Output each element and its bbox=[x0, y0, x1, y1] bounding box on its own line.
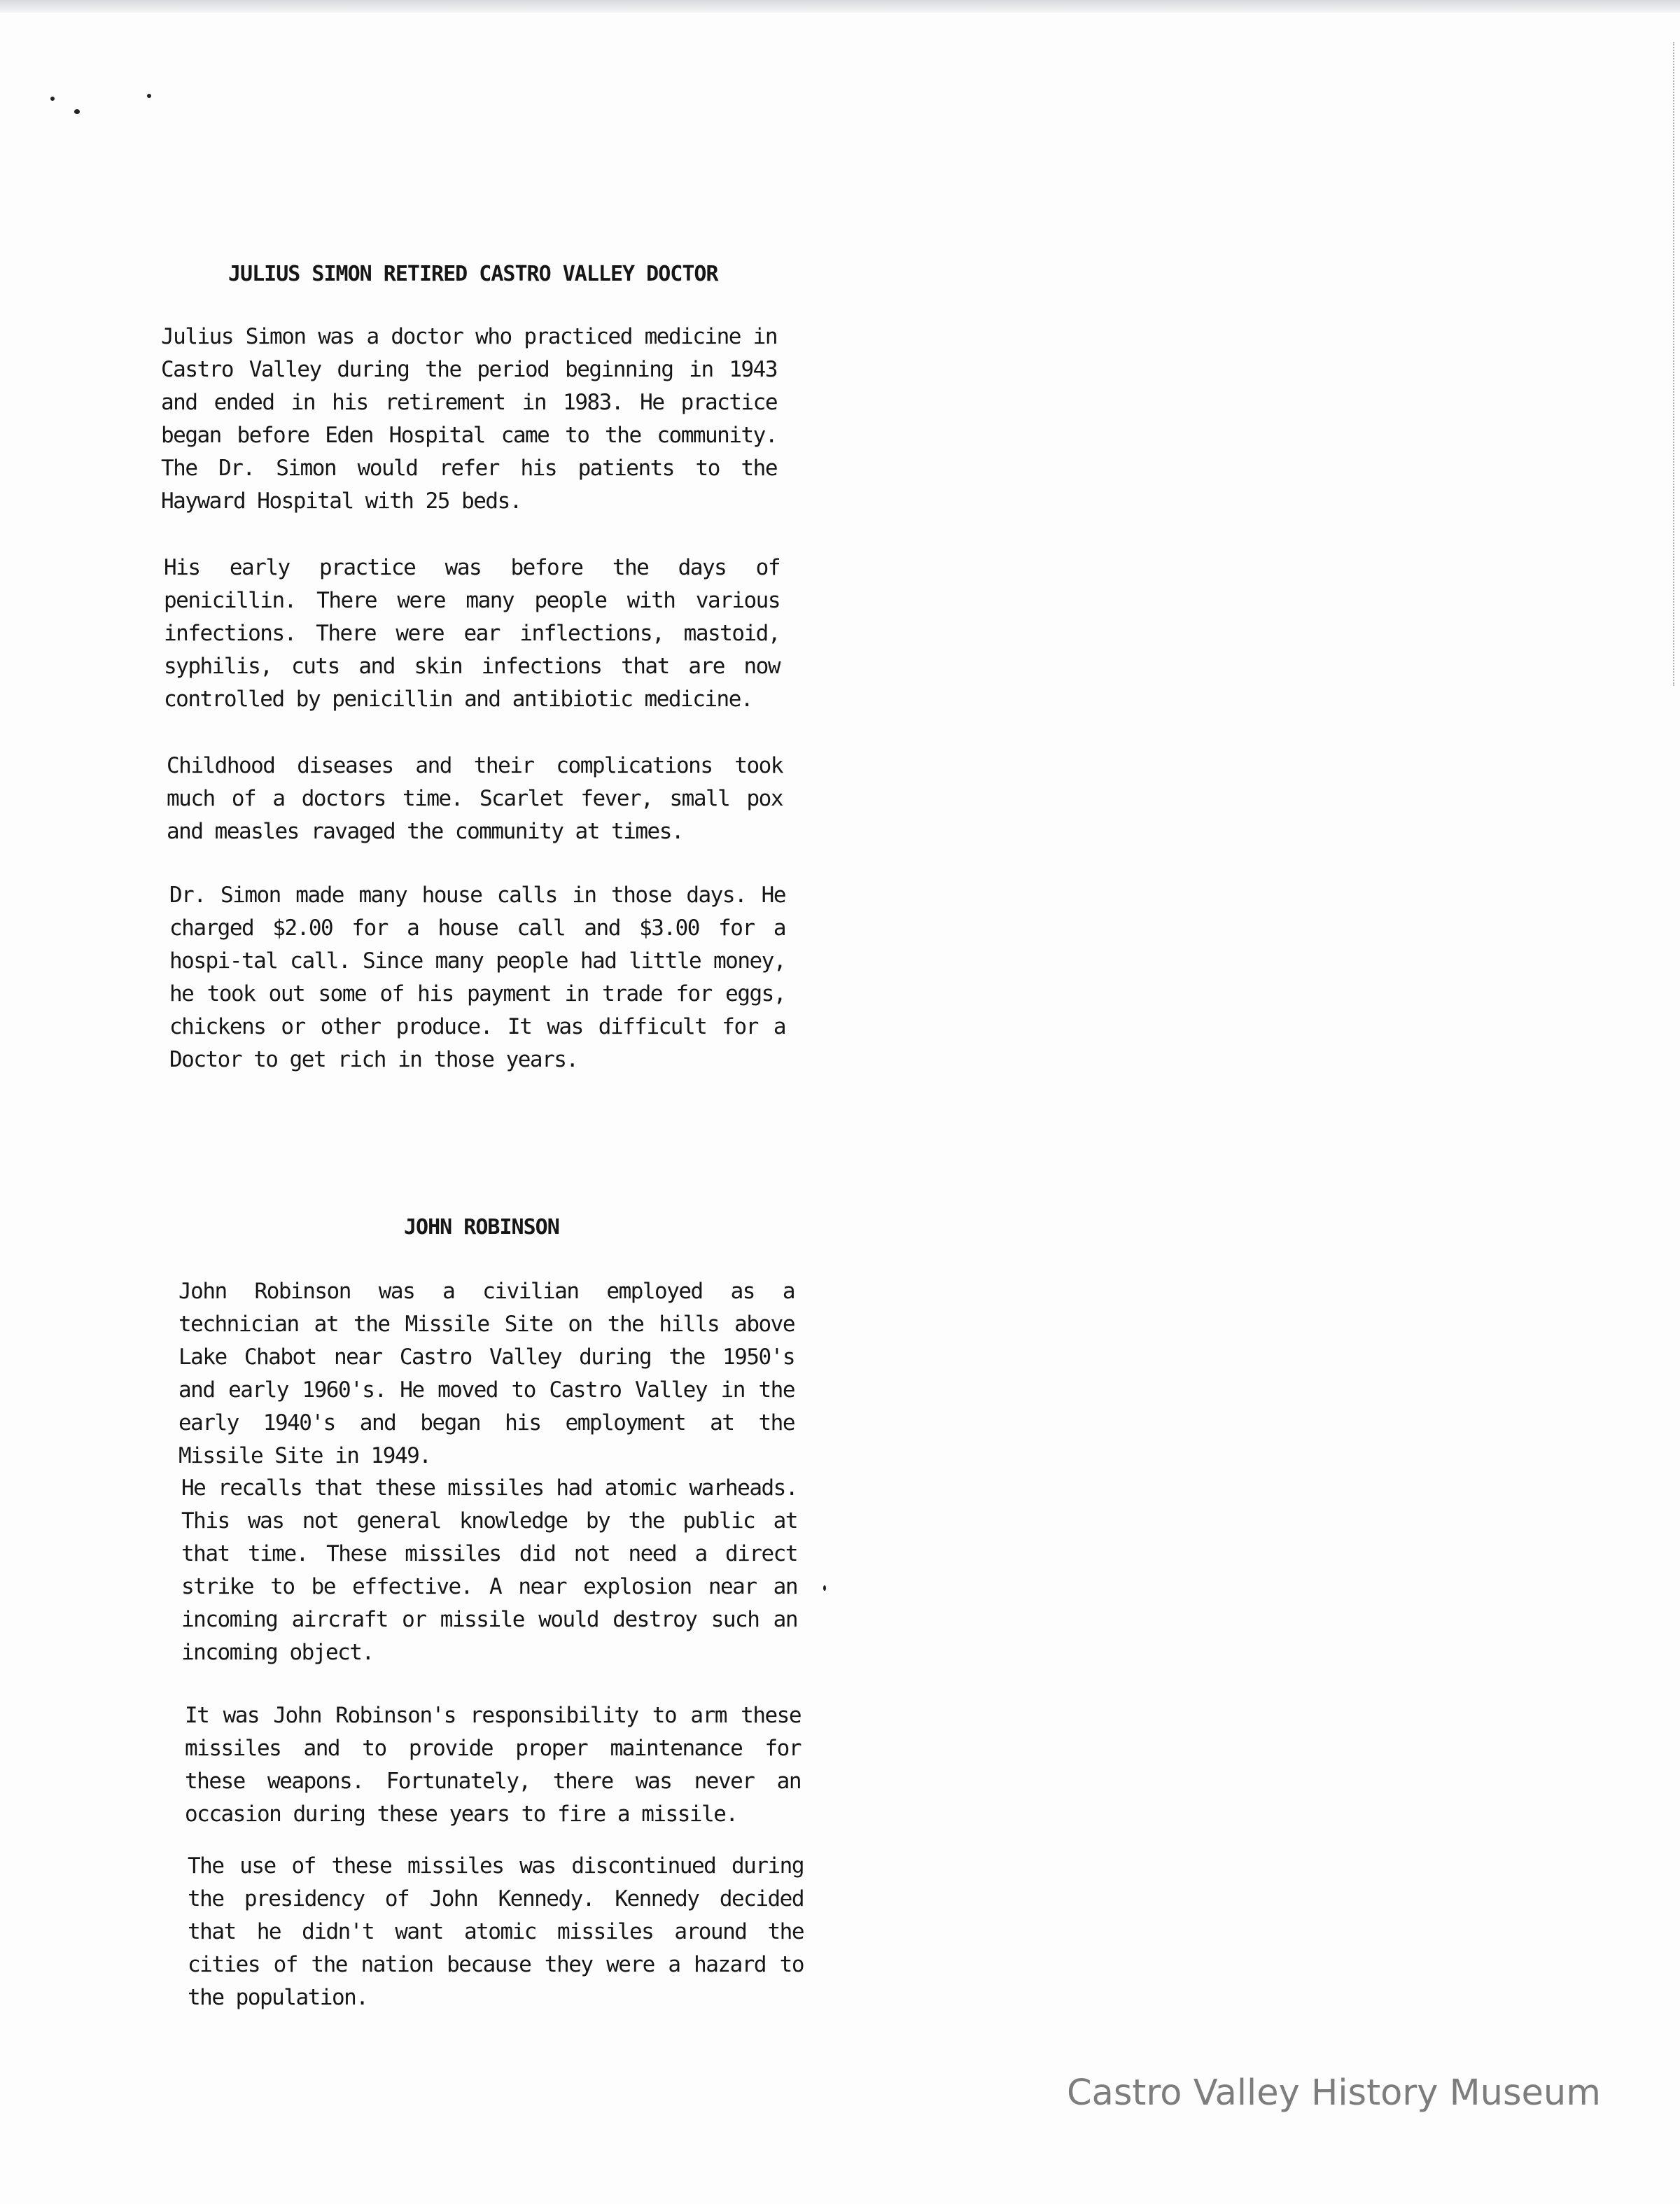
article-title-julius-simon: JULIUS SIMON RETIRED CASTRO VALLEY DOCTOR bbox=[228, 262, 718, 286]
article2-paragraph-3: It was John Robinson's responsibility to arm these missiles and to provide proper maintenance for these weapons. Fortunately, there was never an occasion during these years to fire a missile. bbox=[185, 1703, 801, 1827]
article-title-john-robinson: JOHN ROBINSON bbox=[404, 1215, 559, 1240]
article1-paragraph-2: His early practice was before the days of penicillin. There were many people with various infections. There were ear inflections, mastoid, syphilis, cuts and skin infections that are now controlled by penicillin and antibiotic medicine. bbox=[164, 555, 780, 712]
article2-paragraph-4: The use of these missiles was discontinued during the presidency of John Kennedy. Kennedy decided that he didn't want atomic missiles around the cities of the nation because they were a hazard to the population. bbox=[188, 1853, 804, 2010]
article1-paragraph-1: Julius Simon was a doctor who practiced medicine in Castro Valley during the period beginning in 1943 and ended in his retirement in 1983. He practice began before Eden Hospital came to the community. The Dr. Simon would refer his patients to the Hayward Hospital with 25 beds. bbox=[161, 324, 777, 514]
article1-paragraph-4: Dr. Simon made many house calls in those days. He charged $2.00 for a house call and $3.00 for a hospi-tal call. Since many people had little money, he took out some of his payment in trade for eggs, chickens or other produce. It was difficult for a Doctor to get rich in those years. bbox=[169, 883, 785, 1072]
scan-right-edge bbox=[1669, 42, 1674, 686]
scan-top-edge bbox=[0, 0, 1680, 13]
dust-speck bbox=[823, 1585, 826, 1591]
dust-speck bbox=[147, 94, 151, 98]
article2-paragraph-1: John Robinson was a civilian employed as a technician at the Missile Site on the hills above Lake Chabot near Castro Valley during the 1950's and early 1960's. He moved to Castro Valley in the early 1940's and began his employment at the Missile Site in 1949. bbox=[178, 1279, 794, 1468]
dust-speck bbox=[74, 109, 80, 114]
dust-speck bbox=[50, 97, 55, 101]
article2-paragraph-2: He recalls that these missiles had atomic warheads. This was not general knowledge by the public at that time. These missiles did not need a direct strike to be effective. A near explosion near an incoming aircraft or missile would destroy such an incoming object. bbox=[181, 1475, 797, 1665]
museum-watermark: Castro Valley History Museum bbox=[1067, 2072, 1601, 2114]
article1-paragraph-3: Childhood diseases and their complications took much of a doctors time. Scarlet fever, small pox and measles ravaged the community at times. bbox=[167, 753, 783, 844]
